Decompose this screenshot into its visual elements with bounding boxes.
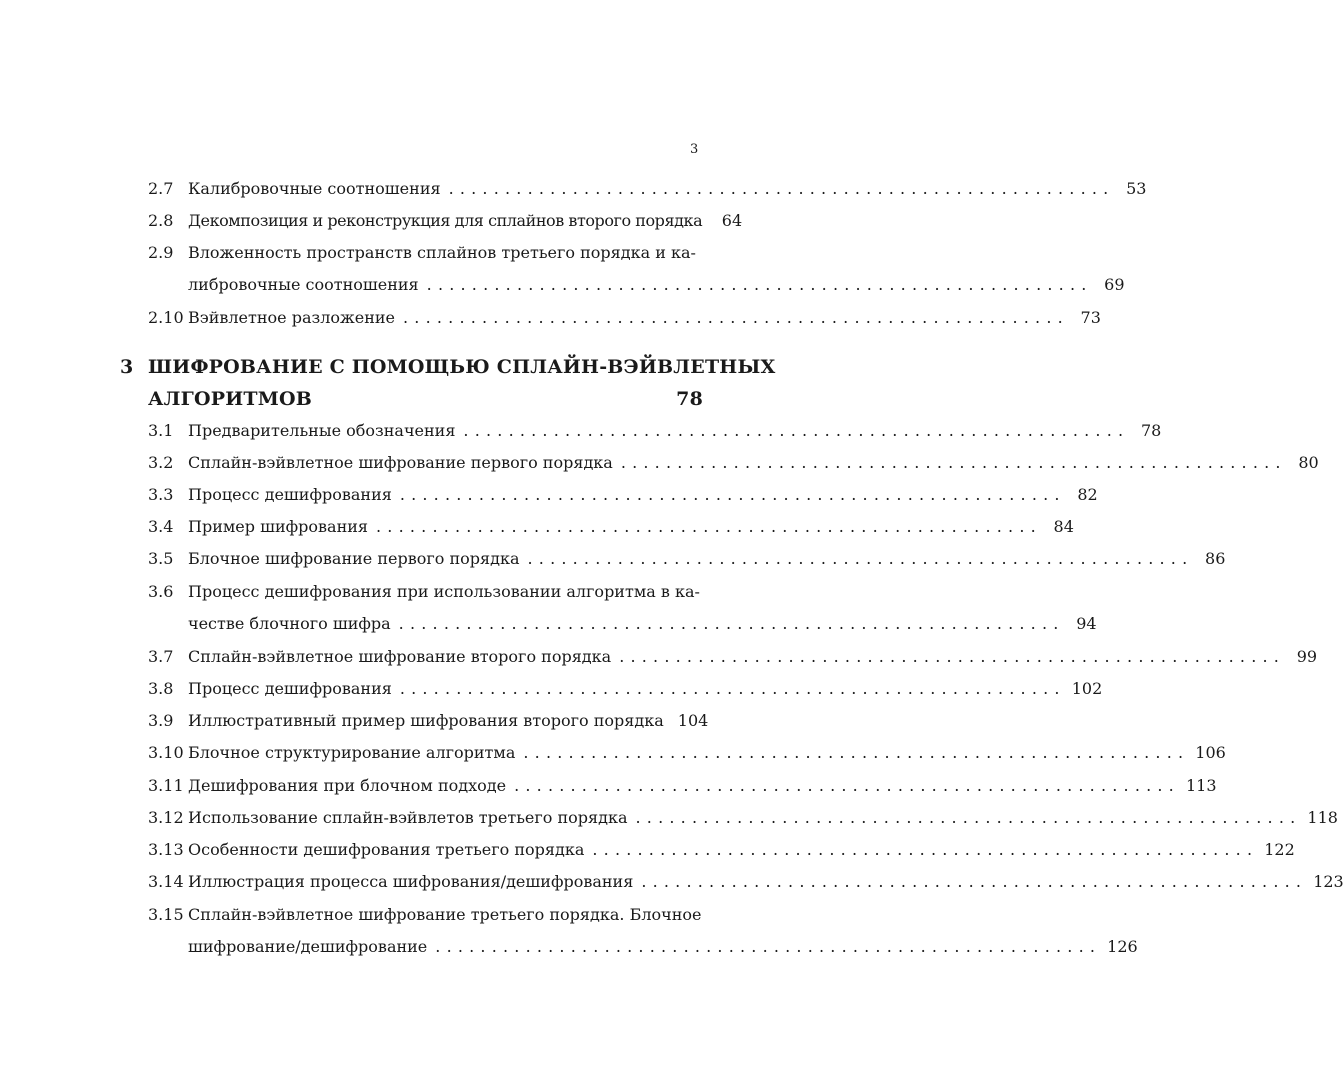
section-title: Калибровочные соотношения (188, 179, 441, 198)
chapter-page: 78 (676, 388, 703, 410)
dot-leader: ........................................................... (399, 679, 1066, 698)
section-title: Иллюстрация процесса шифрования/дешифрования (188, 872, 634, 891)
toc-entry-2-7[interactable] (148, 177, 1147, 201)
section-title: Иллюстративный пример шифрования второго порядка (188, 711, 664, 730)
toc-entry-3-15-continuation[interactable] (148, 935, 1138, 959)
toc-entry-2-10[interactable] (148, 306, 1101, 330)
dot-leader: ........................................................... (403, 308, 1069, 327)
dot-leader: ........................................................... (398, 614, 1065, 633)
section-number: 3.15 (148, 905, 184, 924)
toc-entry-3-8[interactable] (148, 677, 1103, 701)
section-title-continuation: честве блочного шифра (188, 614, 391, 633)
section-page: 106 (1195, 743, 1226, 762)
toc-entry-3-12[interactable] (148, 806, 1338, 830)
dot-leader: ........................................................... (527, 549, 1194, 568)
section-title: Вэйвлетное разложение (188, 308, 396, 327)
section-number: 3.10 (148, 743, 184, 762)
chapter-title-line1: ШИФРОВАНИЕ С ПОМОЩЬЮ СПЛАЙН-ВЭЙВЛЕТНЫХ (148, 356, 776, 378)
section-number: 3.14 (148, 872, 184, 891)
section-number: 3.11 (148, 776, 184, 795)
chapter-title-line2: АЛГОРИТМОВ (148, 388, 312, 410)
section-title: Декомпозиция и реконструкция для сплайнов второго порядка (188, 211, 703, 230)
section-page: 118 (1307, 808, 1338, 827)
section-number: 2.7 (148, 179, 174, 198)
toc-entry-3-1[interactable] (148, 419, 1162, 443)
section-page: 94 (1076, 614, 1097, 633)
section-title: Особенности дешифрования третьего порядка (188, 840, 585, 859)
toc-entry-3-9[interactable] (148, 709, 709, 733)
section-page: 69 (1104, 275, 1125, 294)
section-page: 53 (1126, 179, 1147, 198)
dot-leader: ........................................................... (435, 937, 1102, 956)
section-page: 82 (1077, 485, 1098, 504)
section-page: 80 (1298, 453, 1319, 472)
toc-entry-3-13[interactable] (148, 838, 1295, 862)
section-page: 84 (1053, 517, 1074, 536)
section-page: 104 (677, 711, 709, 730)
dot-leader: ........................................................... (376, 517, 1042, 536)
section-number: 3.3 (148, 485, 174, 504)
section-number: 2.8 (148, 211, 174, 230)
section-title: Вложенность пространств сплайнов третьего порядка и ка- (188, 243, 696, 262)
section-title: Блочное структурирование алгоритма (188, 743, 516, 762)
section-number: 3.2 (148, 453, 174, 472)
section-number: 3.6 (148, 582, 174, 601)
dot-leader: ........................................................... (426, 275, 1093, 294)
section-number: 3.12 (148, 808, 184, 827)
section-number: 3.5 (148, 549, 174, 568)
chapter-heading-continuation[interactable] (120, 384, 703, 414)
section-title: Процесс дешифрования при использовании алгоритма в ка- (188, 582, 700, 601)
toc-entry-3-4[interactable] (148, 515, 1074, 539)
section-number: 2.10 (148, 308, 184, 327)
section-title: Блочное шифрование первого порядка (188, 549, 520, 568)
chapter-number: 3 (120, 356, 134, 378)
section-page: 64 (721, 211, 743, 230)
section-number: 3.4 (148, 517, 174, 536)
section-page: 99 (1296, 647, 1318, 666)
section-page: 78 (1140, 421, 1162, 440)
section-page: 113 (1185, 776, 1217, 795)
dot-leader: ........................................................... (641, 872, 1308, 891)
section-page: 123 (1313, 872, 1344, 891)
section-title: Сплайн-вэйвлетное шифрование второго порядка (188, 647, 612, 666)
section-title: Предварительные обозначения (188, 421, 456, 440)
dot-leader: ........................................................... (592, 840, 1259, 859)
toc-entry-3-6[interactable] (148, 580, 703, 604)
section-number: 3.7 (148, 647, 174, 666)
section-title: Сплайн-вэйвлетное шифрование третьего порядка. Блочное (188, 905, 702, 924)
dot-leader: ........................................................... (399, 485, 1066, 504)
section-title: Процесс дешифрования (188, 485, 392, 504)
toc-entry-3-15[interactable] (148, 903, 703, 927)
section-title: Сплайн-вэйвлетное шифрование первого порядка (188, 453, 613, 472)
section-number: 3.13 (148, 840, 184, 859)
toc-entry-3-6-continuation[interactable] (148, 612, 1097, 636)
section-number: 3.8 (148, 679, 174, 698)
dot-leader: ........................................................... (448, 179, 1115, 198)
chapter-heading[interactable] (120, 352, 776, 382)
toc-entry-2-8[interactable] (148, 209, 743, 233)
section-number: 3.1 (148, 421, 174, 440)
toc-entry-3-3[interactable] (148, 483, 1098, 507)
dot-leader: ........................................................... (463, 421, 1130, 440)
toc-entry-2-9[interactable] (148, 241, 703, 265)
section-title: Процесс дешифрования (188, 679, 392, 698)
dot-leader: ........................................................... (514, 776, 1180, 795)
section-title: Дешифрования при блочном подходе (188, 776, 507, 795)
section-page: 73 (1080, 308, 1101, 327)
dot-leader: ........................................................... (619, 647, 1286, 666)
dot-leader: ........................................................... (620, 453, 1287, 472)
toc-entry-3-10[interactable] (148, 741, 1226, 765)
section-title: Использование сплайн-вэйвлетов третьего порядка (188, 808, 628, 827)
section-page: 102 (1071, 679, 1103, 698)
toc-entry-3-5[interactable] (148, 547, 1226, 571)
section-title: Пример шифрования (188, 517, 369, 536)
section-page: 126 (1107, 937, 1138, 956)
section-page: 122 (1264, 840, 1295, 859)
toc-entry-3-11[interactable] (148, 774, 1217, 798)
toc-entry-3-2[interactable] (148, 451, 1319, 475)
toc-entry-3-14[interactable] (148, 870, 1344, 894)
section-title-continuation: шифрование/дешифрование (188, 937, 428, 956)
section-page: 86 (1205, 549, 1226, 568)
section-title-continuation: либровочные соотношения (188, 275, 419, 294)
toc-entry-3-7[interactable] (148, 645, 1318, 669)
dot-leader: ........................................................... (635, 808, 1302, 827)
dot-leader: ........................................................... (523, 743, 1190, 762)
section-number: 3.9 (148, 711, 174, 730)
page-number: 3 (690, 142, 699, 157)
section-number: 2.9 (148, 243, 174, 262)
toc-entry-2-9-continuation[interactable] (148, 273, 1125, 297)
